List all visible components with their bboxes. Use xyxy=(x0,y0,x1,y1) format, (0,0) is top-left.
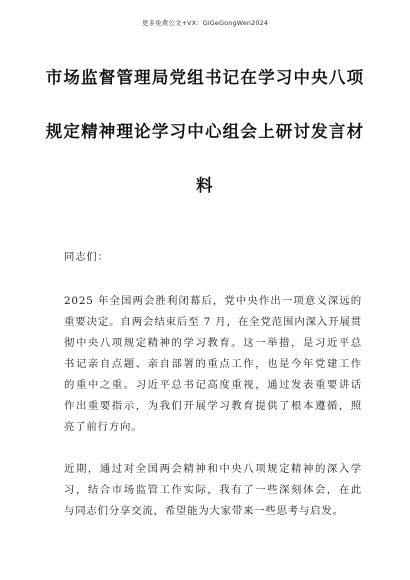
paragraph-1-line: 彻中央八项规定精神的学习教育。这一举措，是习近平总 xyxy=(64,337,362,349)
paragraph-1 xyxy=(64,292,362,439)
paragraph-1-line: 的重中之重。习近平总书记高度重视，通过发表重要讲话 xyxy=(64,379,362,391)
document-title-line-3: 料 xyxy=(196,176,214,195)
paragraph-2-line: 习，结合市场监管工作实际，我有了一些深刻体会，在此 xyxy=(64,484,362,496)
paragraph-1-line: 作出重要指示，为我们开展学习教育提供了根本遵循，照 xyxy=(64,400,362,412)
document-title-line-2: 规定精神理论学习中心组会上研讨发言材 xyxy=(45,122,365,141)
paragraph-1-line: 重要决定。自两会结束后至 7 月，在全党范围内深入开展贯 xyxy=(64,316,362,328)
greeting: 同志们： xyxy=(64,251,109,263)
paragraph-2-line: 近期，通过对全国两会精神和中央八项规定精神的深入学 xyxy=(64,463,362,475)
paragraph-2-line: 与同志们分享交流，希望能为大家带来一些思考与启发。 xyxy=(64,505,344,517)
paragraph-1-line: 亮了前行方向。 xyxy=(64,421,143,433)
header-note: 更多免费公文+VX：GiGeGongWen2024 xyxy=(141,19,269,27)
paragraph-1-line: 2025 年全国两会胜利闭幕后，党中央作出一项意义深远的 xyxy=(64,295,362,307)
paragraph-1-line: 书记亲自点题、亲自部署的重点工作，也是今年党建工作 xyxy=(64,358,362,370)
document-title-line-1: 市场监督管理局党组书记在学习中央八项 xyxy=(45,68,365,87)
paragraph-2 xyxy=(64,460,362,523)
